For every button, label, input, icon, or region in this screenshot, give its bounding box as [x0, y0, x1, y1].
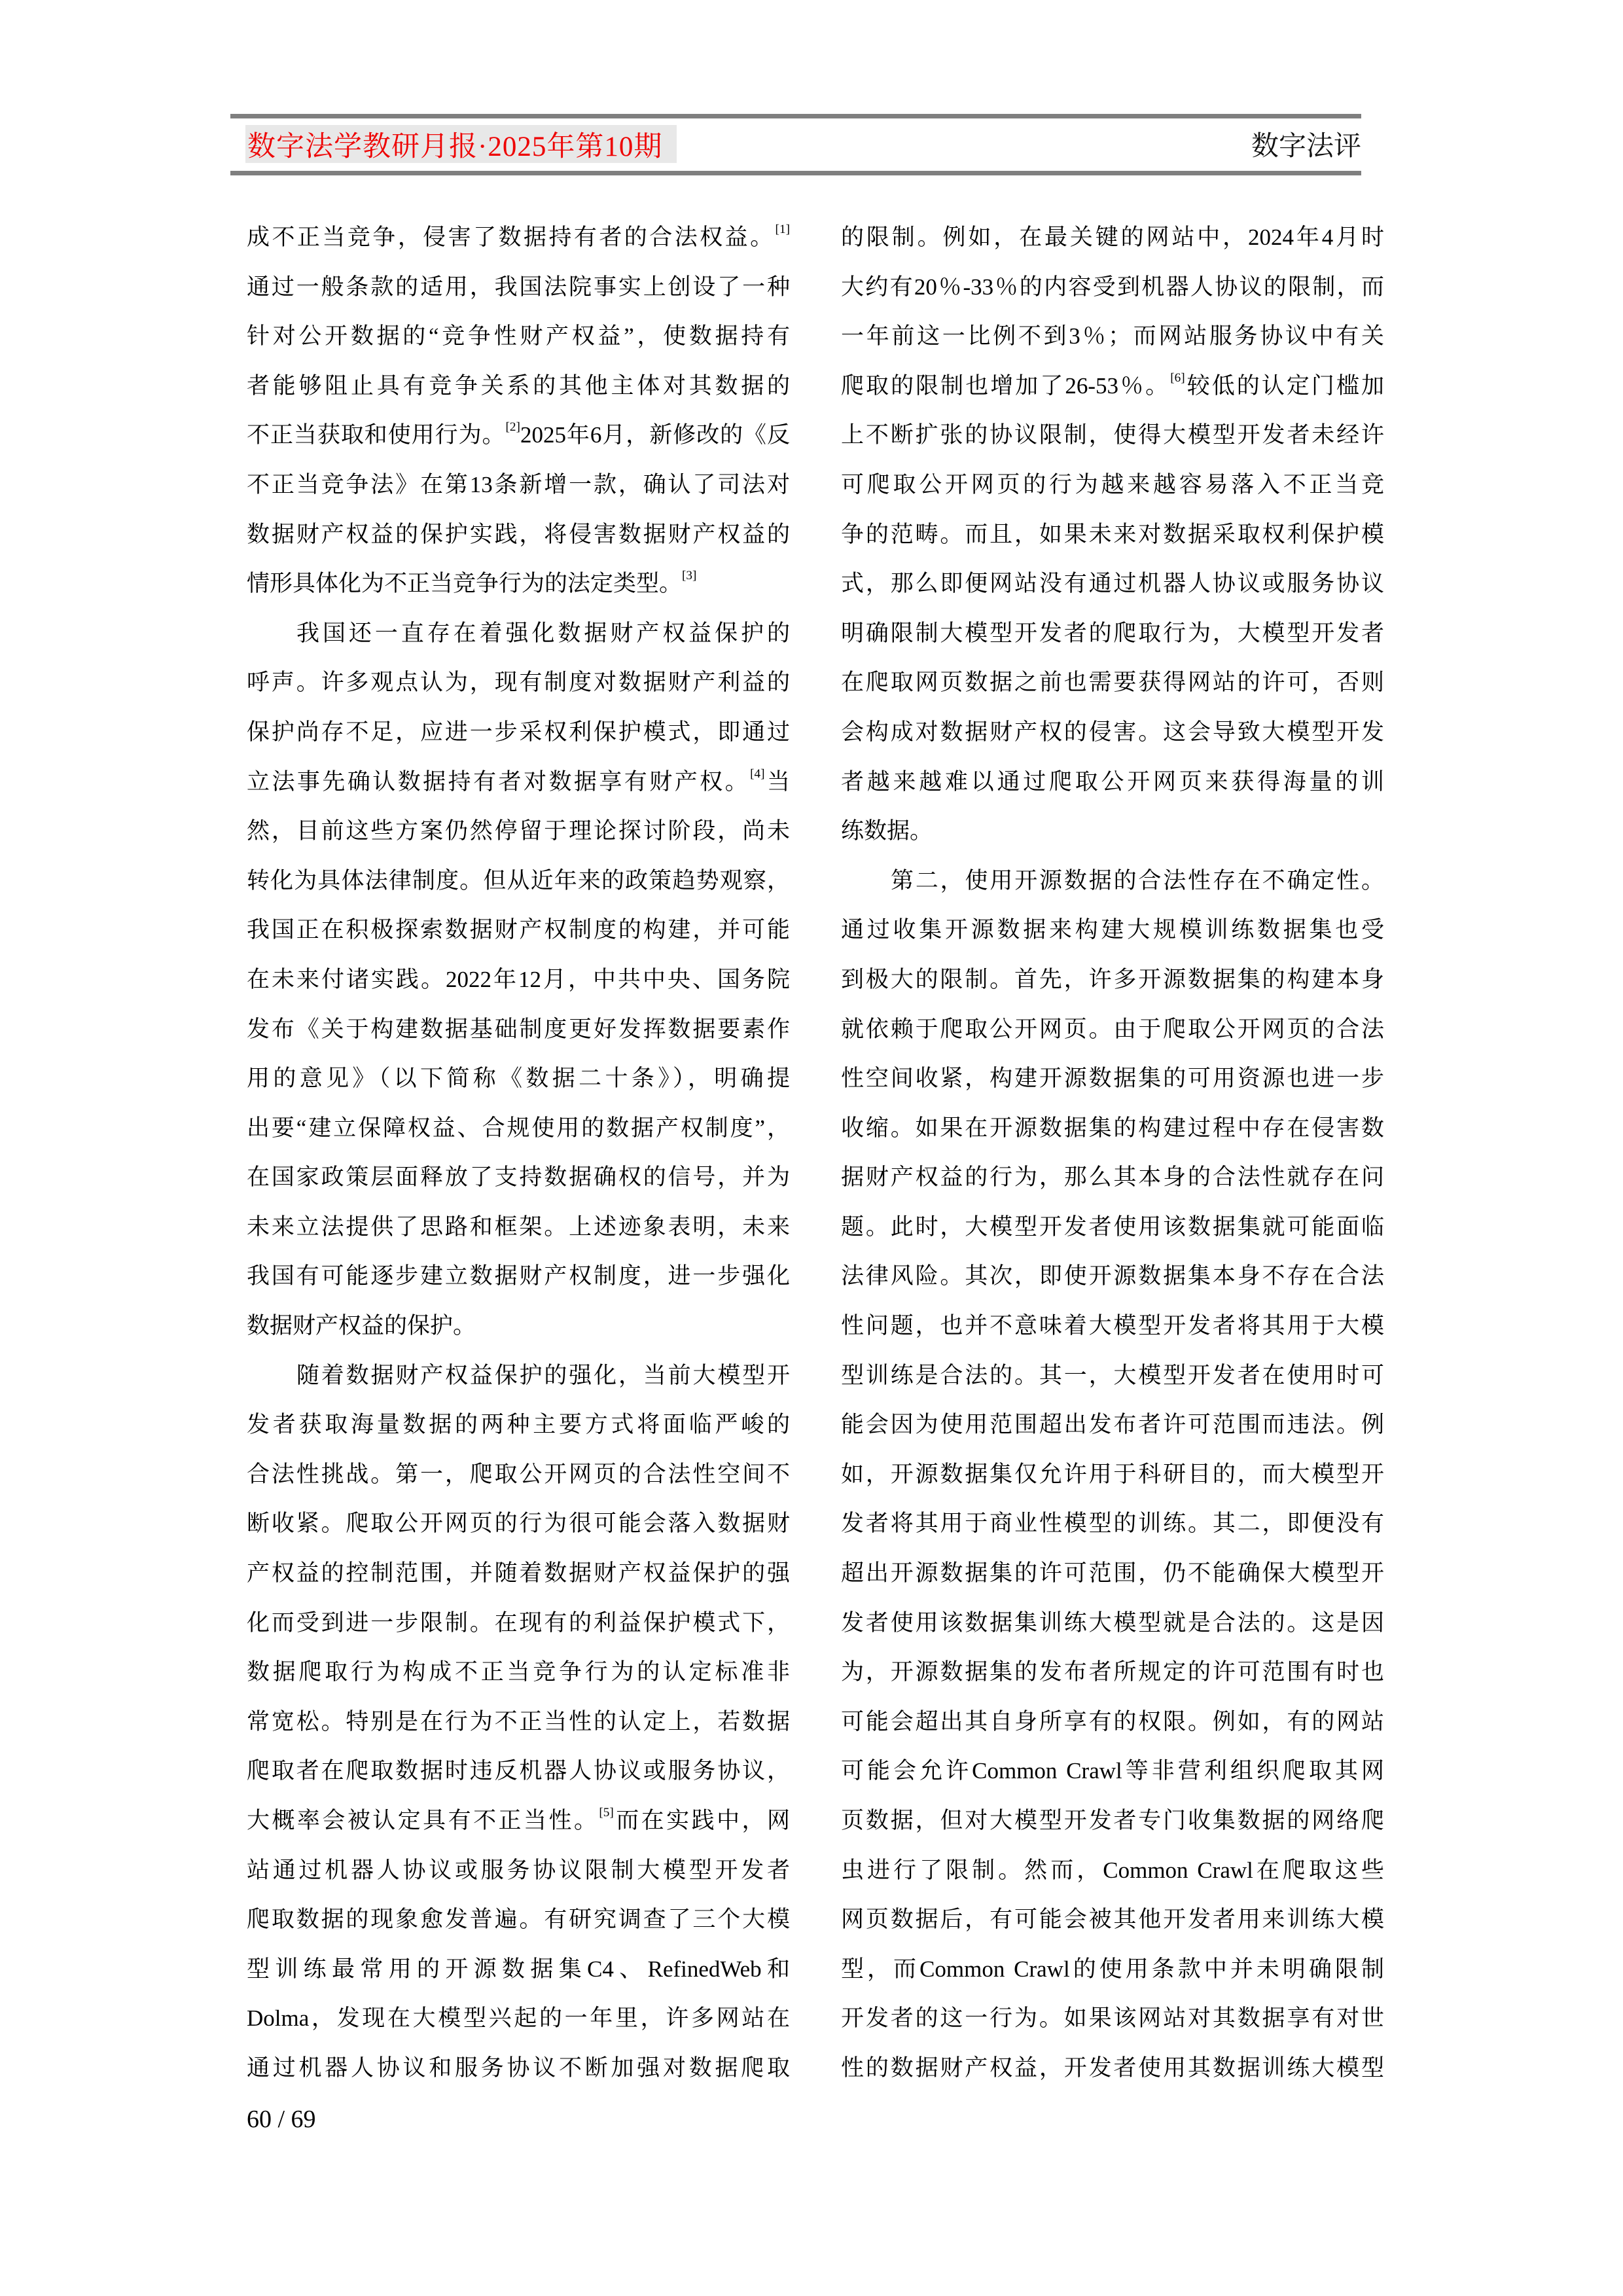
text-line: 发者将其用于商业性模型的训练。其二，即便没有	[841, 1511, 1384, 1537]
footnote-ref: [2]	[505, 420, 520, 435]
text-line: 法律风险。其次，即使开源数据集本身不存在合法	[841, 1263, 1384, 1289]
text-column-right	[841, 213, 1384, 2093]
journal-title: 数字法学教研月报·2025年第10期	[247, 131, 663, 162]
text-line: 到极大的限制。首先，许多开源数据集的构建本身	[841, 966, 1384, 992]
text-line: 不正当竞争法》在第13条新增一款，确认了司法对	[247, 471, 790, 497]
text-line: 用的意见》（以下简称《数据二十条》），明确提	[247, 1066, 790, 1092]
text-line: 我国有可能逐步建立数据财产权制度，进一步强化	[247, 1263, 790, 1289]
text-line: 立法事先确认数据持有者对数据享有财产权。[4]当	[247, 766, 790, 795]
text-line: 大概率会被认定具有不正当性。[5]而在实践中，网	[247, 1806, 790, 1833]
text-line: 虫进行了限制。然而，Common Crawl在爬取这些	[841, 1857, 1384, 1883]
text-line: 数据爬取行为构成不正当竞争行为的认定标准非	[247, 1659, 790, 1685]
page-number: 60 / 69	[247, 2106, 316, 2133]
text-line: 型训练最常用的开源数据集C4、RefinedWeb和	[247, 1956, 790, 1982]
text-line: 爬取的限制也增加了26-53％。[6]较低的认定门槛加	[841, 370, 1384, 399]
text-line: 通过收集开源数据来构建大规模训练数据集也受	[841, 917, 1384, 943]
text-line: 通过一般条款的适用，我国法院事实上创设了一种	[247, 274, 790, 300]
text-line: 会构成对数据财产权的侵害。这会导致大模型开发	[841, 719, 1384, 745]
text-line: 未来立法提供了思路和框架。上述迹象表明，未来	[247, 1213, 790, 1240]
footnote-ref: [1]	[775, 223, 790, 236]
text-line: 爬取数据的现象愈发普遍。有研究调查了三个大模	[247, 1907, 790, 1933]
text-line: 可爬取公开网页的行为越来越容易落入不正当竞	[841, 471, 1384, 497]
section-title: 数字法评	[1251, 132, 1361, 162]
text-line: 不正当获取和使用行为。[2]2025年6月，新修改的《反	[247, 420, 790, 448]
text-line: 然，目前这些方案仍然停留于理论探讨阶段，尚未	[247, 818, 790, 844]
text-line: 争的范畴。而且，如果未来对数据采取权利保护模	[841, 521, 1384, 547]
text-line: 者能够阻止具有竞争关系的其他主体对其数据的	[247, 372, 790, 399]
text-line: 保护尚存不足，应进一步采权利保护模式，即通过	[247, 719, 790, 745]
text-line: 数据财产权益的保护实践，将侵害数据财产权益的	[247, 521, 790, 547]
text-line: 页数据，但对大模型开发者专门收集数据的网络爬	[841, 1808, 1384, 1833]
text-line: 超出开源数据集的许可范围，仍不能确保大模型开	[841, 1560, 1384, 1587]
text-line: 第二，使用开源数据的合法性存在不确定性。	[891, 867, 1384, 893]
text-line: 在爬取网页数据之前也需要获得网站的许可，否则	[841, 670, 1384, 696]
text-line: 一年前这一比例不到3％；而网站服务协议中有关	[841, 323, 1384, 350]
text-line: 通过机器人协议和服务协议不断加强对数据爬取	[247, 2054, 790, 2081]
text-line: 型训练是合法的。其一，大模型开发者在使用时可	[841, 1362, 1384, 1388]
text-line: 就依赖于爬取公开网页。由于爬取公开网页的合法	[841, 1016, 1384, 1042]
text-line: 出要“建立保障权益、合规使用的数据产权制度”，	[247, 1115, 790, 1141]
text-line: 常宽松。特别是在行为不正当性的认定上，若数据	[247, 1708, 790, 1734]
text-line: 题。此时，大模型开发者使用该数据集就可能面临	[841, 1213, 1384, 1240]
journal-title-highlight	[245, 125, 677, 163]
text-line: 断收紧。爬取公开网页的行为很可能会落入数据财	[247, 1511, 790, 1537]
text-line: 化而受到进一步限制。在现有的利益保护模式下，	[247, 1609, 790, 1636]
header-top-rule	[230, 114, 1361, 118]
header-bottom-rule	[230, 171, 1361, 175]
text-line: 站通过机器人协议或服务协议限制大模型开发者	[247, 1857, 790, 1883]
text-line: 据财产权益的行为，那么其本身的合法性就存在问	[841, 1164, 1384, 1191]
text-line: 性空间收紧，构建开源数据集的可用资源也进一步	[841, 1066, 1384, 1092]
text-line: 在国家政策层面释放了支持数据确权的信号，并为	[247, 1164, 790, 1191]
text-line: 合法性挑战。第一，爬取公开网页的合法性空间不	[247, 1461, 790, 1487]
text-line: 明确限制大模型开发者的爬取行为，大模型开发者	[841, 620, 1384, 646]
text-line: 上不断扩张的协议限制，使得大模型开发者未经许	[841, 422, 1384, 448]
text-line: 大约有20％-33％的内容受到机器人协议的限制，而	[841, 274, 1384, 300]
text-line: 收缩。如果在开源数据集的构建过程中存在侵害数	[841, 1115, 1384, 1141]
footnote-ref: [5]	[599, 1806, 614, 1820]
text-line: 发布《关于构建数据基础制度更好发挥数据要素作	[247, 1016, 790, 1042]
text-line: Dolma，发现在大模型兴起的一年里，许多网站在	[247, 2005, 790, 2032]
text-line: 网页数据后，有可能会被其他开发者用来训练大模	[841, 1907, 1384, 1933]
footnote-ref: [4]	[750, 766, 765, 781]
text-line: 我国正在积极探索数据财产权制度的构建，并可能	[247, 917, 790, 943]
text-column-left	[247, 213, 790, 2093]
text-line: 式，那么即便网站没有通过机器人协议或服务协议	[841, 571, 1384, 597]
text-line: 情形具体化为不正当竞争行为的法定类型。[3]	[247, 569, 697, 597]
text-line: 的限制。例如，在最关键的网站中，2024年4月时	[841, 224, 1384, 250]
text-line: 成不正当竞争，侵害了数据持有者的合法权益。[1]	[247, 223, 790, 250]
text-line: 在未来付诸实践。2022年12月，中共中央、国务院	[247, 966, 790, 992]
text-line: 可能会超出其自身所享有的权限。例如，有的网站	[841, 1708, 1384, 1734]
text-line: 性问题，也并不意味着大模型开发者将其用于大模	[841, 1313, 1384, 1339]
text-line: 呼声。许多观点认为，现有制度对数据财产利益的	[247, 670, 790, 696]
text-line: 发者使用该数据集训练大模型就是合法的。这是因	[841, 1609, 1384, 1636]
text-line: 数据财产权益的保护。	[247, 1313, 476, 1339]
text-line: 针对公开数据的“竞争性财产权益”，使数据持有	[247, 323, 790, 350]
text-line: 我国还一直存在着强化数据财产权益保护的	[296, 620, 790, 646]
text-line: 开发者的这一行为。如果该网站对其数据享有对世	[841, 2005, 1384, 2032]
text-line: 产权益的控制范围，并随着数据财产权益保护的强	[247, 1560, 790, 1587]
text-line: 性的数据财产权益，开发者使用其数据训练大模型	[841, 2054, 1384, 2081]
footnote-ref: [3]	[682, 569, 697, 583]
text-line: 爬取者在爬取数据时违反机器人协议或服务协议，	[247, 1758, 790, 1784]
footnote-ref: [6]	[1170, 370, 1185, 385]
text-line: 型，而Common Crawl的使用条款中并未明确限制	[841, 1956, 1384, 1982]
text-line: 者越来越难以通过爬取公开网页来获得海量的训	[841, 768, 1384, 795]
text-line: 能会因为使用范围超出发布者许可范围而违法。例	[841, 1412, 1384, 1438]
text-line: 随着数据财产权益保护的强化，当前大模型开	[296, 1362, 790, 1388]
text-line: 为，开源数据集的发布者所规定的许可范围有时也	[841, 1659, 1384, 1685]
text-line: 转化为具体法律制度。但从近年来的政策趋势观察，	[247, 867, 790, 893]
text-line: 发者获取海量数据的两种主要方式将面临严峻的	[247, 1412, 790, 1438]
text-line: 可能会允许Common Crawl等非营利组织爬取其网	[841, 1758, 1384, 1784]
text-line: 如，开源数据集仅允许用于科研目的，而大模型开	[841, 1461, 1384, 1487]
text-line: 练数据。	[841, 818, 933, 844]
